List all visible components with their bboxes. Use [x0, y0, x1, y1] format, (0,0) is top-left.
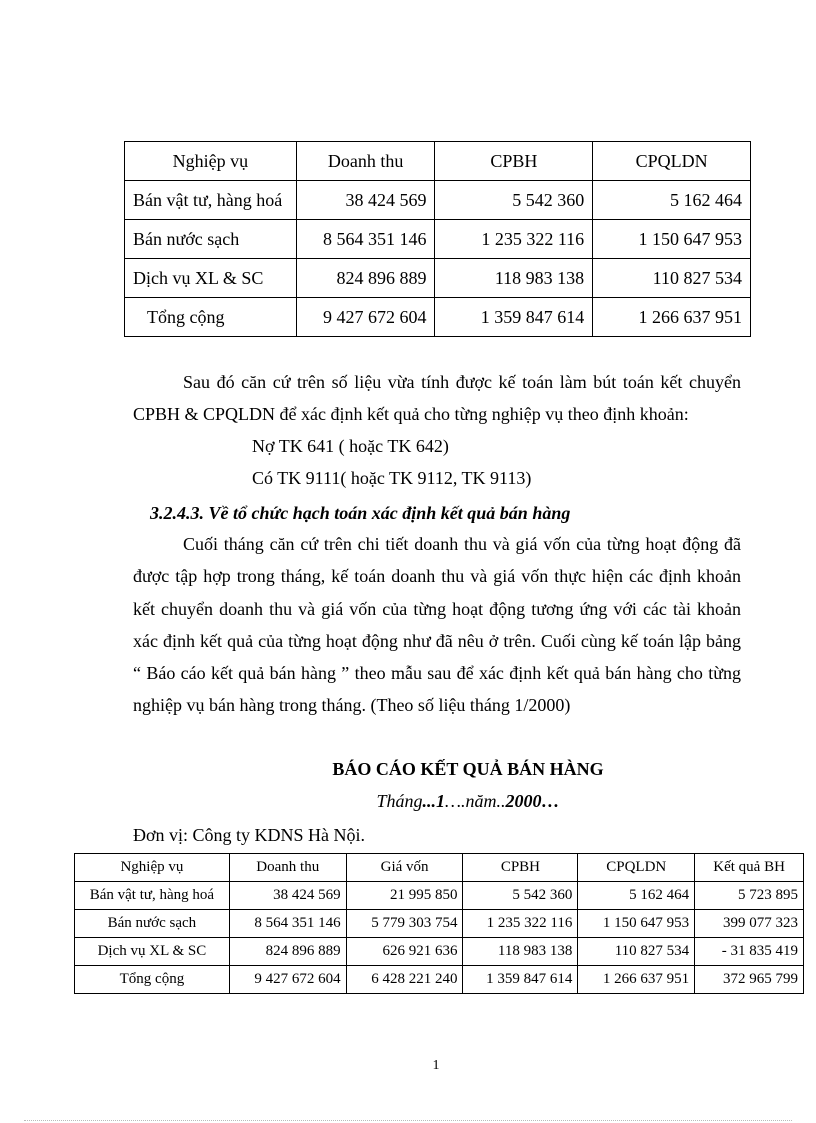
table-cell: 399 077 323 [695, 910, 804, 938]
header-cell: Doanh thu [296, 142, 435, 181]
table-row [75, 938, 804, 966]
table-cell: Bán vật tư, hàng hoá [75, 882, 230, 910]
table-cell: 1 266 637 951 [578, 966, 695, 994]
table-cell: 5 779 303 754 [346, 910, 463, 938]
table-cell: 9 427 672 604 [229, 966, 346, 994]
cost-allocation-table [124, 141, 751, 337]
table-cell: 21 995 850 [346, 882, 463, 910]
table-cell: 118 983 138 [435, 259, 593, 298]
month-value: 1 [436, 791, 445, 811]
table-cell: Dịch vụ XL & SC [125, 259, 297, 298]
section-heading: 3.2.4.3. Về tổ chức hạch toán xác định kết quả bán hàng [150, 503, 571, 523]
table-cell: 372 965 799 [695, 966, 804, 994]
table-cell: 626 921 636 [346, 938, 463, 966]
header-cell: Nghiệp vụ [75, 854, 230, 882]
report-period: Tháng...1….năm..2000… [376, 791, 560, 811]
table-cell: 9 427 672 604 [296, 298, 435, 337]
table-cell: 5 723 895 [695, 882, 804, 910]
table-row [125, 259, 751, 298]
table-cell: 8 564 351 146 [229, 910, 346, 938]
header-cell: Nghiệp vụ [125, 142, 297, 181]
table-cell: Bán vật tư, hàng hoá [125, 181, 297, 220]
unit-label: Đơn vị: [133, 825, 189, 845]
header-cell: Kết quả BH [695, 854, 804, 882]
table-cell: 8 564 351 146 [296, 220, 435, 259]
table-cell: - 31 835 419 [695, 938, 804, 966]
table-cell: 6 428 221 240 [346, 966, 463, 994]
header-cell: Giá vốn [346, 854, 463, 882]
table-cell: 824 896 889 [229, 938, 346, 966]
unit-value: Công ty KDNS Hà Nội. [192, 825, 366, 845]
table-header-row [125, 142, 751, 181]
table-cell: 5 542 360 [463, 882, 578, 910]
table-cell: Bán nước sạch [75, 910, 230, 938]
table-row-total [125, 298, 751, 337]
table-row [75, 910, 804, 938]
table-row [125, 181, 751, 220]
header-cell: CPBH [463, 854, 578, 882]
entry-debit: Nợ TK 641 ( hoặc TK 642) [252, 436, 449, 456]
table-cell: 5 162 464 [578, 882, 695, 910]
month-label: Tháng [376, 791, 423, 811]
paragraph-sales-result: Cuối tháng căn cứ trên chi tiết doanh thu và giá vốn của từng hoạt động đã được tập hợp trong tháng, kế toán doanh thu và giá vốn thực hiện các định khoản kết chuyển doanh thu và giá vốn của từng hoạt động tương ứng với các tài khoản xác định kết quả của từng hoạt động như đã nêu ở trên. Cuối cùng kế toán lập bảng “ Báo cáo kết quả bán hàng ” theo mẫu sau để xác định kết quả bán hàng cho từng nghiệp vụ bán hàng trong tháng. (Theo số liệu tháng 1/2000) [133, 534, 741, 716]
table-cell: 1 359 847 614 [463, 966, 578, 994]
paragraph-closing-entries: Sau đó căn cứ trên số liệu vừa tính được kế toán làm bút toán kết chuyển CPBH & CPQLDN để xác định kết quả cho từng nghiệp vụ theo định khoản: [133, 372, 741, 424]
header-cell: CPQLDN [593, 142, 751, 181]
report-unit [133, 819, 365, 851]
table-cell: 38 424 569 [296, 181, 435, 220]
report-title: BÁO CÁO KẾT QUẢ BÁN HÀNG [332, 759, 604, 779]
table-cell: Bán nước sạch [125, 220, 297, 259]
table-cell: 1 150 647 953 [593, 220, 751, 259]
table-cell: 38 424 569 [229, 882, 346, 910]
table-cell: Tổng cộng [125, 298, 297, 337]
year-value: 2000 [505, 791, 542, 811]
header-cell: CPQLDN [578, 854, 695, 882]
year-label: năm [465, 791, 497, 811]
entry-credit: Có TK 9111( hoặc TK 9112, TK 9113) [252, 468, 532, 488]
page-number: 1 [432, 1058, 440, 1073]
table-row [125, 220, 751, 259]
table-row-total [75, 966, 804, 994]
table-cell: 1 150 647 953 [578, 910, 695, 938]
table-cell: 1 235 322 116 [463, 910, 578, 938]
table-cell: Tổng cộng [75, 966, 230, 994]
table-cell: 5 542 360 [435, 181, 593, 220]
table-cell: 824 896 889 [296, 259, 435, 298]
table-header-row [75, 854, 804, 882]
table-cell: 1 235 322 116 [435, 220, 593, 259]
table-cell: 118 983 138 [463, 938, 578, 966]
table-cell: 1 359 847 614 [435, 298, 593, 337]
table-cell: 1 266 637 951 [593, 298, 751, 337]
table-cell: 110 827 534 [593, 259, 751, 298]
page-bottom-divider [24, 1120, 792, 1121]
table-row [75, 882, 804, 910]
header-cell: Doanh thu [229, 854, 346, 882]
sales-result-table [74, 853, 804, 994]
table-cell: 110 827 534 [578, 938, 695, 966]
header-cell: CPBH [435, 142, 593, 181]
table-cell: Dịch vụ XL & SC [75, 938, 230, 966]
table-cell: 5 162 464 [593, 181, 751, 220]
